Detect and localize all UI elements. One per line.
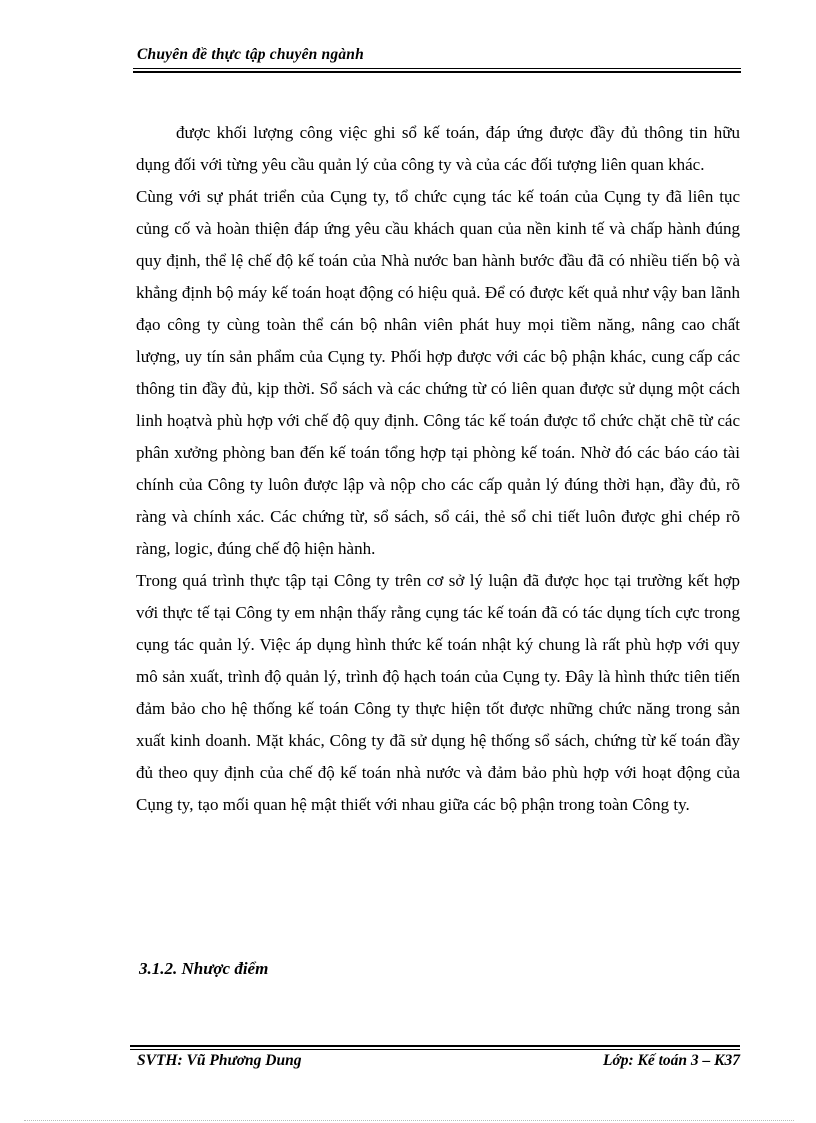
paragraph-2: Cùng với sự phát triển của Cụng ty, tổ chức cụng tác kế toán của Cụng ty đã liên tục củng cố và hoàn thiện đáp ứng yêu cầu khách quan của nền kinh tế và chấp hành đúng quy định, thể lệ chế độ kế toán của Nhà nước ban hành bước đầu đã có nhiều tiến bộ và khẳng định bộ máy kế toán hoạt động có hiệu quả. Để có được kết quả như vậy ban lãnh đạo công ty cùng toàn thể cán bộ nhân viên phát huy mọi tiềm năng, nâng cao chất lượng, uy tín sản phẩm của Cụng ty. Phối hợp được với các bộ phận khác, cung cấp các thông tin đầy đủ, kịp thời. Sổ sách và các chứng từ có liên quan được sử dụng một cách linh hoạtvà phù hợp với chế độ quy định. Công tác kế toán được tổ chức chặt chẽ từ các phân xưởng phòng ban đến kế toán tổng hợp tại phòng kế toán. Nhờ đó các báo cáo tài chính của Công ty luôn được lập và nộp cho các cấp quản lý đúng thời hạn, đầy đủ, rõ ràng và chính xác. Các chứng từ, sổ sách, sổ cái, thẻ sổ chi tiết luôn được ghi chép rõ ràng, logic, đúng chế độ hiện hành. <box>136 187 740 558</box>
footer-class: Lớp: Kế toán 3 – K37 <box>602 1052 740 1069</box>
header-title: Chuyên đề thực tập chuyên ngành <box>137 46 364 63</box>
section-heading: 3.1.2. Nhược điểm <box>139 959 269 978</box>
paragraph-1: được khối lượng công việc ghi sổ kế toán, đáp ứng được đầy đủ thông tin hữu dụng đối với từng yêu cầu quản lý của công ty và của các đối tượng liên quan khác. <box>136 123 740 174</box>
page-bottom-border <box>24 1120 794 1121</box>
body-text <box>136 117 740 821</box>
footer-author: SVTH: Vũ Phương Dung <box>137 1052 302 1069</box>
footer-rule-thick <box>130 1045 740 1047</box>
footer-rule <box>130 1049 740 1050</box>
header-rule <box>133 68 741 69</box>
header-rule-thick <box>133 71 741 73</box>
paragraph-3: Trong quá trình thực tập tại Công ty trên cơ sở lý luận đã được học tại trường kết hợp với thực tế tại Công ty em nhận thấy rằng cụng tác kế toán đã có tác dụng tích cực trong cụng tác quản lý. Việc áp dụng hình thức kế toán nhật ký chung là rất phù hợp với quy mô sản xuất, trình độ quản lý, trình độ hạch toán của Cụng ty. Đây là hình thức tiên tiến đảm bảo cho hệ thống kế toán Công ty thực hiện tốt được những chức năng trong sản xuất kinh doanh. Mặt khác, Công ty đã sử dụng hệ thống sổ sách, chứng từ kế toán đầy đủ theo quy định của chế độ kế toán nhà nước và đảm bảo phù hợp với hoạt động của Cụng ty, tạo mối quan hệ mật thiết với nhau giữa các bộ phận trong toàn Công ty. <box>136 571 740 814</box>
